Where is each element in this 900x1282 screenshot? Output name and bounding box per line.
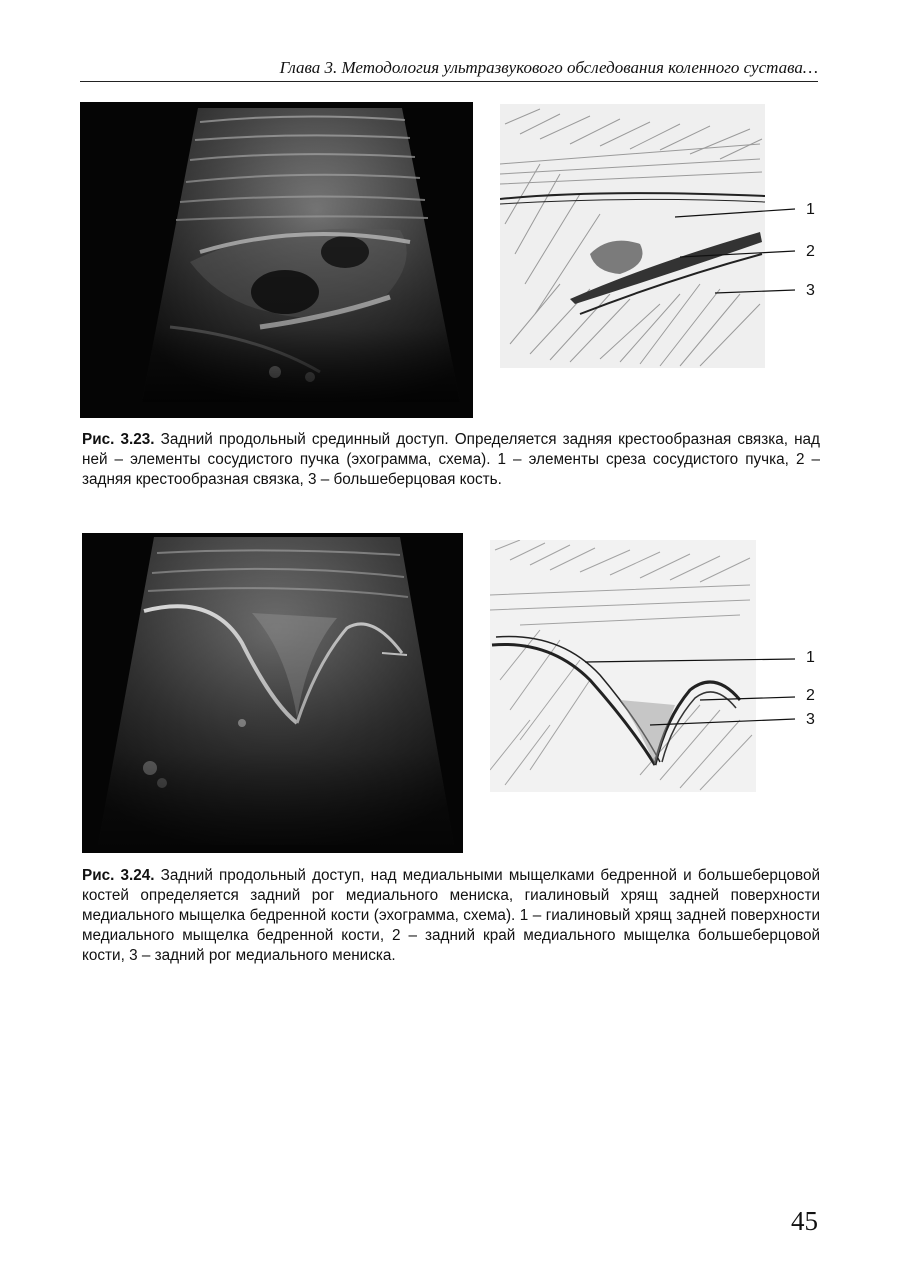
fig-3-23-leader-lines — [640, 195, 800, 305]
fig-3-24-label: Рис. 3.24. — [82, 867, 155, 884]
fig-3-24-callout-2: 2 — [806, 687, 815, 704]
fig-3-23-echogram — [80, 102, 473, 418]
fig-3-24-echogram — [82, 533, 463, 853]
fig-3-23-callout-1: 1 — [806, 201, 815, 218]
page-number: 45 — [791, 1206, 818, 1236]
fig-3-23-caption-text: Задний продольный срединный доступ. Определяется задняя крестообразная связка, над ней – элементы сосудистого пучка (эхограмма, схема). 1 – элементы среза сосудистого пучка, 2 – задняя крестообразная связка, 3 – большеберцовая кость. — [82, 431, 820, 488]
running-head: Глава 3. Методология ультразвукового обследования коленного сустава… — [279, 58, 818, 77]
fig-3-24-caption-text: Задний продольный доступ, над медиальными мыщелками бедренной и большеберцовой костей определяется задний рог медиального мениска, гиалиновый хрящ задней поверхности медиального мыщелка бедренной кости (эхограмма, схема). 1 – гиалиновый хрящ задней поверхности медиального мыщелка бедренной кости, 2 – задний край медиального мыщелка большеберцовой кости, 3 – задний рог медиального мениска. — [82, 867, 821, 964]
fig-3-23-caption — [82, 430, 820, 490]
fig-3-23-callout-2: 2 — [806, 243, 815, 260]
fig-3-23-callout-3: 3 — [806, 282, 815, 299]
fig-3-24-callout-3: 3 — [806, 711, 815, 728]
fig-3-24-caption — [82, 866, 820, 966]
fig-3-24-callout-1: 1 — [806, 649, 815, 666]
fig-3-23-label: Рис. 3.23. — [82, 431, 155, 448]
header-rule — [80, 81, 818, 82]
fig-3-24-leader-lines — [570, 645, 800, 735]
